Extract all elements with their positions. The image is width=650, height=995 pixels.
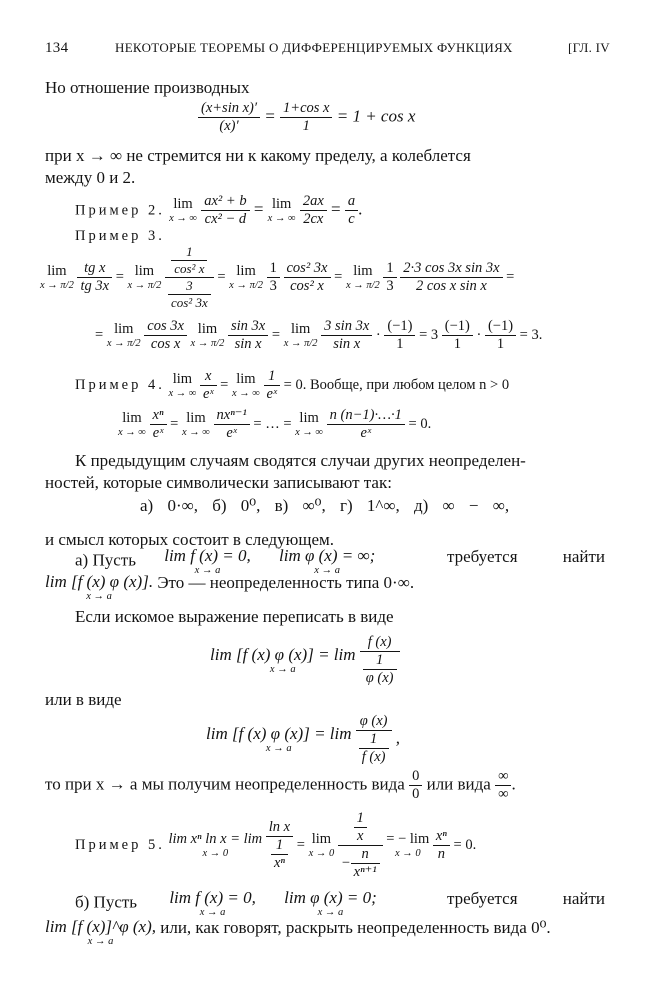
forms-list: а) 0·∞, б) 0⁰, в) ∞⁰, г) 1^∞, д) ∞ − ∞, [140,496,510,515]
case-a-row1: а) Пусть lim f (x) = 0, x → a lim φ (x) = ∞; x → a требуется найти [75,546,605,576]
chapter-label: [ГЛ. IV [567,40,610,55]
intro-formula: $\frac{\text{(x+sin x)′}}{(x)'}$ = $\frac{\text{1+cos x}}{1}$ = 1 + cos x [198,100,415,135]
example-3-row1: lim x → π/2 $\frac{\text{tg x}}{tg 3x}$ = lim x → π/2 $\frac{\frac{1}{\text{cos² x}}}{\frac{3}{\text{cos² 3x}}}$ = lim x → π/2 $\frac{1}{3}$ $\frac{\text{cos² 3x}}{\text{cos² x}}$ = lim x → π/2 $\frac{1}{3}$ $\frac{\text{2·3 cos 3x sin 3x}}{\text{2 cos x sin x}}$ = [40,244,515,310]
text-line-2: ностей, которые символически записывают так: [45,473,392,492]
case-b-row1: б) Пусть lim f (x) = 0, x → a lim φ (x) = 0; x → a требуется найти [75,888,605,918]
example-5: Пример 5. lim xⁿ ln x = lim x → 0 $\frac{\text{ln x}}{\frac{1}{\text{xⁿ}}}$ = lim x → 0 $\frac{1}{x}$ − $\frac{n}{\text{xⁿ⁺¹}}$ = − lim x → 0 $\frac{\text{xⁿ}}{n}$ = 0. [75,810,477,880]
case-a-eq2: lim [f (x) φ (x)] = lim x → a $\frac{\varphi (x)}{\frac{1}{f (x)}}$ , [206,713,401,765]
example-3-row2: = lim x → π/2 $\frac{\cos 3x}{\text{cos x}}$ lim x → π/2 $\frac{\sin 3x}{\text{sin x}}$ = lim x → π/2 $\frac{3 \sin 3x}{\text{sin x}}$ · $\frac{(-1)}{1}$ = 3 $\frac{(-1)}{1}$ · $\frac{(-1)}{1}$ = 3. [95,318,543,352]
text-line-3: и смысл которых состоит в следующем. [45,530,335,549]
example-4-row1: Пример 4. lim x → ∞ $\frac{x}{\text{eˣ}}$ = lim x → ∞ $\frac{1}{\text{eˣ}}$ = 0. Вообще, при любом целом n > 0 [75,368,510,402]
intro-line3: между 0 и 2. [45,168,136,187]
page-header [45,40,610,57]
text-line-1: К предыдущим случаям сводятся случаи других неопределен- [75,451,526,470]
intro-line: Но отношение производных [45,78,250,97]
running-title: НЕКОТОРЫЕ ТЕОРЕМЫ О ДИФФЕРЕНЦИРУЕМЫХ ФУНКЦИЯХ [115,40,513,55]
case-a-row3: Если искомое выражение переписать в виде [75,607,394,626]
example-3-label: Пример 3. [75,228,165,244]
intro-line2: при x → ∞ не стремится ни к какому пределу, а колеблется [45,146,471,165]
case-a-then: то при x → a мы получим неопределенность вида $\frac{0}{0}$ или вида $\frac{\infty}{\infty}$ . [45,768,516,802]
page-number: 134 [45,40,69,56]
case-a-eq1: lim [f (x) φ (x)] = lim x → a $\frac{f (x)}{\frac{1}{\varphi (x)}}$ [210,634,400,687]
example-4-row2: lim x → ∞ $\frac{\text{xⁿ}}{\text{eˣ}}$ = lim x → ∞ $\frac{\text{nxⁿ⁻¹}}{\text{eˣ}}$ = … = lim x → ∞ $\frac{n (n-1)\cdot\dots\cdot 1}{\text{eˣ}}$ = 0. [118,407,432,441]
case-b-row2: lim [f (x)]^φ (x), x → a или, как говорят, раскрыть неопределенность вида 0⁰. [45,917,551,947]
example-2: Пример 2. lim x → ∞ $\frac{\text{ax² + b}}{\text{cx² − d}}$ = lim x → ∞ $\frac{2ax}{2cx}$ = $\frac{a}{c}$ . [75,193,363,227]
case-a-or: или в виде [45,690,122,709]
case-a-row2: lim [f (x) φ (x)]. x → a Это — неопределенность типа 0·∞. [45,572,415,602]
